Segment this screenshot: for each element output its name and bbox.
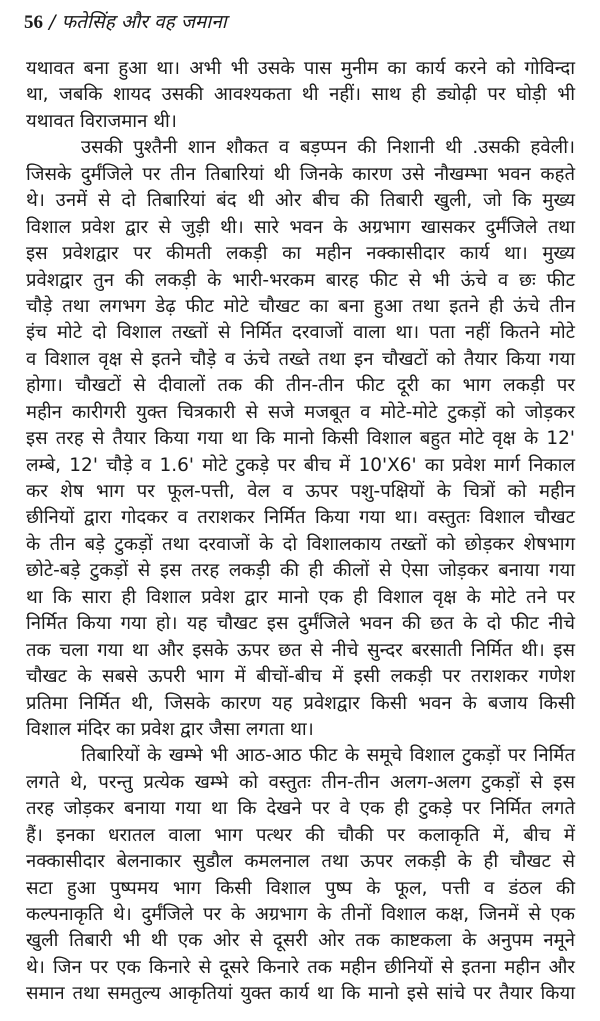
text-line: तक चला गया था और इसके ऊपर छत से नीचे सुन्दर बरसाती निर्मित थी। इस	[26, 639, 575, 661]
text-line: इंच मोटे दो विशाल तख्तों से निर्मित दरवाजों वाला था। पता नहीं कितने मोटे	[26, 322, 575, 344]
text-line: लम्बे, 12' चौड़े व 1.6' मोटे टुकड़े पर बीच में 10'X6' का प्रवेश मार्ग निकाल	[26, 454, 575, 476]
paragraph-start-line: उसकी पुश्तैनी शान शौकत व बड़प्पन की निशानी थी .उसकी हवेली।	[81, 137, 575, 159]
text-line: छोटे-बड़े टुकड़ों से इस तरह लकड़ी की ही कीलों से ऐसा जोड़कर बनाया गया	[26, 560, 575, 582]
text-line: यथावत बना हुआ था। अभी भी उसके पास मुनीम का कार्य करने को गोविन्दा	[26, 58, 575, 79]
text-line: नक्कासीदार बेलनाकार सुडौल कमलनाल तथा ऊपर लकड़ी के ही चौखट से	[26, 851, 575, 873]
header-separator: /	[49, 11, 56, 33]
running-header	[24, 8, 227, 34]
text-line: था, जबकि शायद उसकी आवश्यकता थी नहीं। साथ ही ड्योढ़ी पर घोड़ी भी	[26, 84, 575, 106]
text-line: विशाल मंदिर का प्रवेश द्वार जैसा लगता था।	[26, 718, 314, 740]
book-title: फतेसिंह और वह जमाना	[61, 11, 227, 33]
text-line: प्रवेशद्वार तुन की लकड़ी के भारी-भरकम बारह फीट से भी ऊंचे व छः फीट	[26, 269, 575, 291]
paragraph-start-line: तिबारियों के खम्भे भी आठ-आठ फीट के समूचे विशाल टुकड़ों पर निर्मित	[81, 745, 575, 767]
page-body	[26, 56, 575, 1008]
text-line: कल्पनाकृति थे। दुर्मंजिले पर के अग्रभाग के तीनों विशाल कक्ष, जिनमें से एक	[26, 904, 575, 925]
page-number: 56	[24, 12, 43, 33]
text-line: चौड़े तथा लगभग डेढ़ फीट मोटे चौखट का बना हुआ तथा इतने ही ऊंचे तीन	[26, 295, 575, 317]
text-line: सटा हुआ पुष्पमय भाग किसी विशाल पुष्प के फूल, पत्ती व डंठल की	[26, 877, 575, 899]
text-line: थे। उनमें से दो तिबारियां बंद थी ओर बीच की तिबारी खुली, जो कि मुख्य	[26, 190, 575, 212]
text-line: व विशाल वृक्ष से इतने चौड़े व ऊंचे तख्ते तथा इन चौखटों को तैयार किया गया	[26, 348, 575, 370]
text-line: इस तरह से तैयार किया गया था कि मानो किसी विशाल बहुत मोटे वृक्ष के 12'	[26, 428, 575, 450]
text-line: समान तथा समतुल्य आकृतियां युक्त कार्य था कि मानो इसे सांचे पर तैयार किया	[26, 983, 575, 1005]
text-line: निर्मित किया गया हो। यह चौखट इस दुर्मंजिले भवन की छत के दो फीट नीचे	[26, 613, 575, 635]
text-line: खुली तिबारी भी थी एक ओर से दूसरी ओर तक काष्टकला के अनुपम नमूने	[26, 930, 575, 952]
text-line: चौखट के सबसे ऊपरी भाग में बीचों-बीच में इसी लकड़ी पर तराशकर गणेश	[26, 666, 575, 688]
text-line: विशाल प्रवेश द्वार से जुड़ी थी। सारे भवन के अग्रभाग खासकर दुर्मंजिले तथा	[26, 216, 575, 238]
text-line: महीन कारीगरी युक्त चित्रकारी से सजे मजबूत व मोटे-मोटे टुकड़ों को जोड़कर	[26, 401, 575, 423]
text-line: लगते थे, परन्तु प्रत्येक खम्भे को वस्तुतः तीन-तीन अलग-अलग टुकड़ों से इस	[26, 771, 575, 793]
text-line: प्रतिमा निर्मित थी, जिसके कारण यह प्रवेशद्वार किसी भवन के बजाय किसी	[26, 692, 575, 714]
text-line: थे। जिन पर एक किनारे से दूसरे किनारे तक महीन छीनियों से इतना महीन और	[26, 956, 575, 978]
text-line: तरह जोड़कर बनाया गया था कि देखने पर वे एक ही टुकड़े पर निर्मित लगते	[26, 798, 575, 820]
text-line: जिसके दुर्मंजिले पर तीन तिबारियां थी जिनके कारण उसे नौखम्भा भवन कहते	[26, 163, 575, 185]
text-line: था कि सारा ही विशाल प्रवेश द्वार मानो एक ही विशाल वृक्ष के मोटे तने पर	[26, 586, 575, 608]
text-line: यथावत विराजमान थी।	[26, 110, 177, 132]
text-line: हैं। इनका धरातल वाला भाग पत्थर की चौकी पर कलाकृति में, बीच में	[26, 824, 575, 846]
text-line: छीनियों द्वारा गोदकर व तराशकर निर्मित किया गया था। वस्तुतः विशाल चौखट	[26, 507, 575, 529]
text-line: इस प्रवेशद्वार पर कीमती लकड़ी का महीन नक्कासीदार कार्य था। मुख्य	[26, 243, 575, 265]
text-line: होगा। चौखटों से दीवालों तक की तीन-तीन फीट दूरी का भाग लकड़ी पर	[26, 375, 575, 397]
text-line: कर शेष भाग पर फूल-पत्ती, वेल व ऊपर पशु-पक्षियों के चित्रों को महीन	[26, 481, 575, 502]
text-line: के तीन बड़े टुकड़ों तथा दरवाजों के दो विशालकाय तख्तों को छोड़कर शेषभाग	[26, 533, 575, 555]
